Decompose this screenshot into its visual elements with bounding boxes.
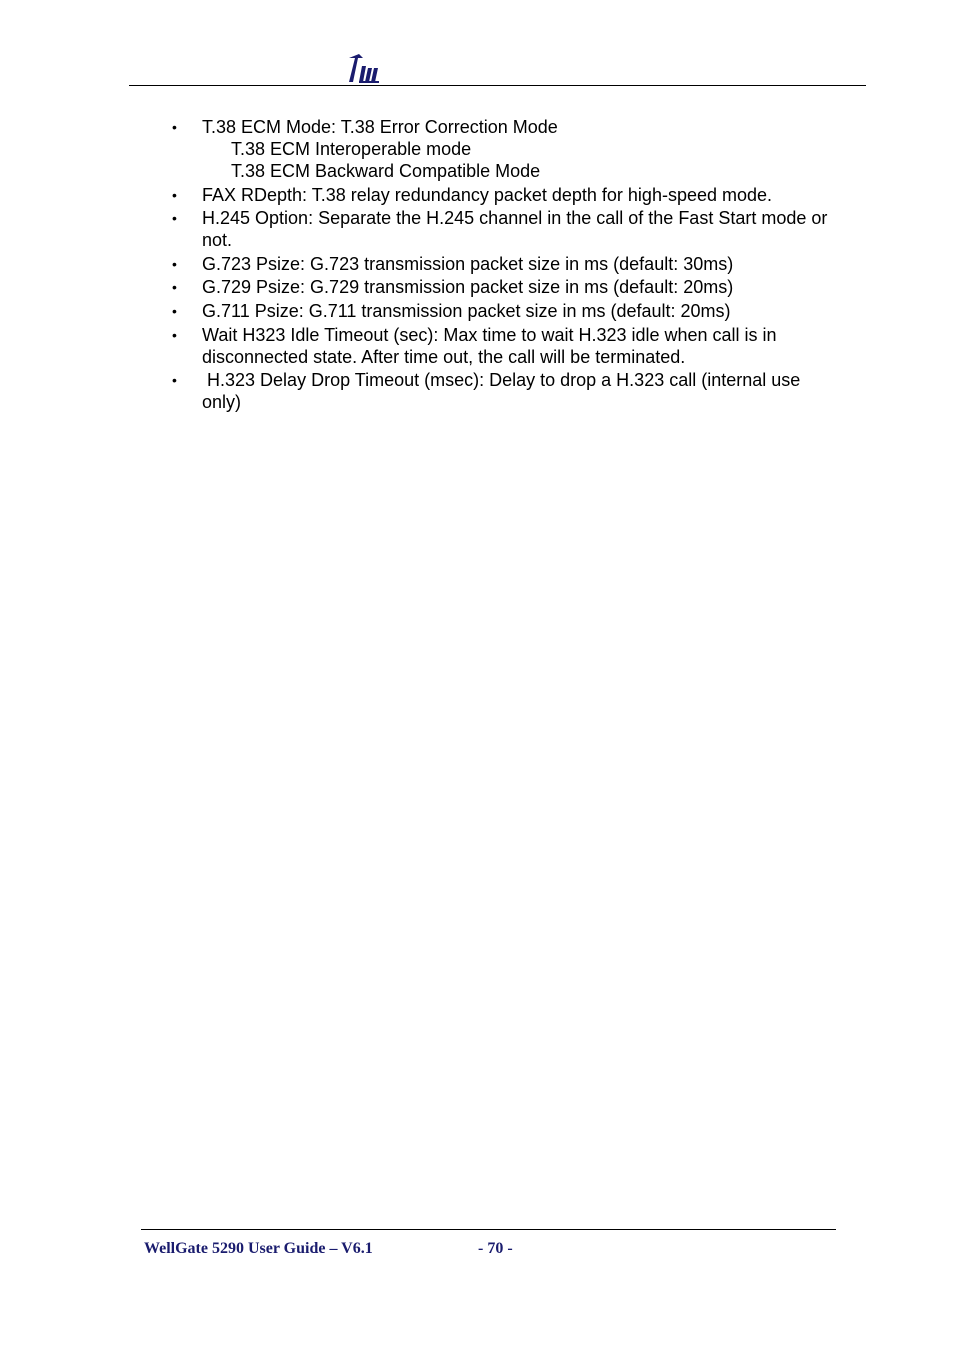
- list-item-text: G.711 Psize: G.711 transmission packet size in ms (default: 20ms): [202, 300, 731, 321]
- list-item-text: H.323 Delay Drop Timeout (msec): Delay to drop a H.323 call (internal use only): [202, 370, 806, 413]
- bullet-icon: •: [172, 119, 177, 135]
- list-item: [172, 276, 832, 298]
- list-item-text: H.245 Option: Separate the H.245 channel in the call of the Fast Start mode or not.: [202, 208, 828, 251]
- list-item: [172, 253, 832, 275]
- list-item-text: G.729 Psize: G.729 transmission packet size in ms (default: 20ms): [202, 277, 734, 298]
- list-item-text: G.723 Psize: G.723 transmission packet size in ms (default: 30ms): [202, 253, 734, 274]
- header-divider: [129, 85, 866, 86]
- bullet-icon: •: [172, 186, 177, 203]
- list-sub-item: T.38 ECM Backward Compatible Mode: [231, 161, 541, 181]
- list-item-text: Wait H323 Idle Timeout (sec): Max time to wait H.323 idle when call is in disconnected state. After time out, the call will be terminated.: [202, 324, 777, 367]
- list-item: [172, 369, 832, 413]
- bullet-icon: •: [172, 255, 177, 272]
- list-item-text: T.38 ECM Mode: T.38 Error Correction Mode: [202, 117, 558, 137]
- footer-document-title: WellGate 5290 User Guide – V6.1: [144, 1240, 373, 1257]
- list-item: [172, 300, 832, 322]
- settings-description-list: [172, 116, 832, 415]
- list-item: [172, 116, 832, 182]
- footer-page-number: - 70 -: [478, 1240, 513, 1257]
- bullet-icon: •: [172, 279, 177, 296]
- list-item: [172, 324, 832, 368]
- list-item: [172, 207, 832, 251]
- list-sub-item: T.38 ECM Interoperable mode: [231, 139, 472, 159]
- list-item: [172, 184, 832, 206]
- bullet-icon: •: [172, 210, 177, 227]
- company-logo-icon: [347, 54, 381, 84]
- footer-divider: [141, 1229, 836, 1230]
- bullet-icon: •: [172, 326, 177, 343]
- list-item-text: FAX RDepth: T.38 relay redundancy packet depth for high-speed mode.: [202, 184, 773, 205]
- bullet-icon: •: [172, 372, 177, 389]
- bullet-icon: •: [172, 302, 177, 319]
